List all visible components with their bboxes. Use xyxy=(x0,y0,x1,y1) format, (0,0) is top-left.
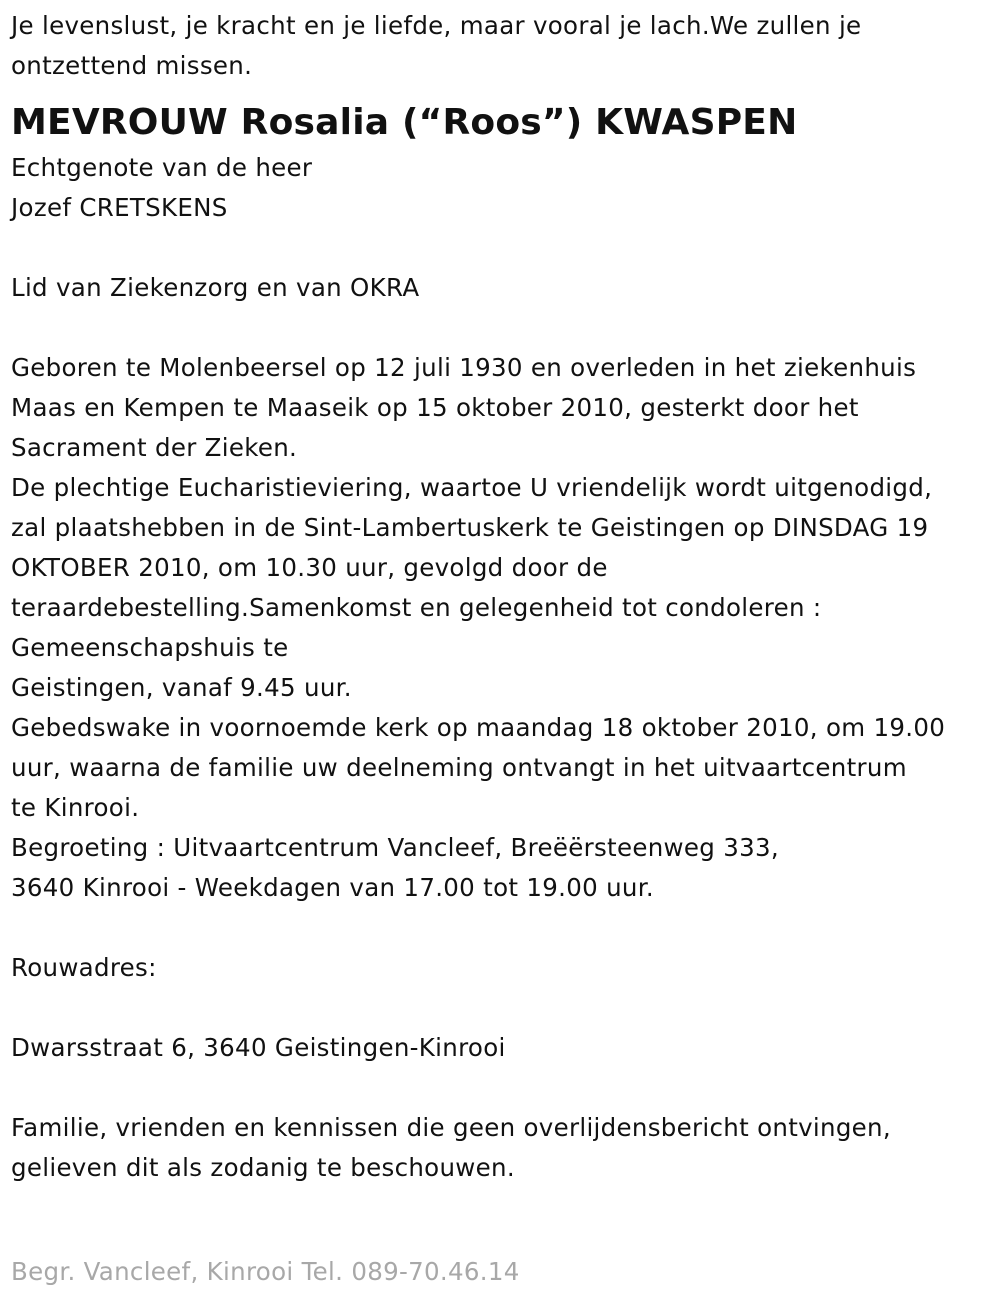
details-line: teraardebestelling.Samenkomst en gelegenheid tot condoleren : xyxy=(11,593,822,622)
details-line: Begroeting : Uitvaartcentrum Vancleef, Breëërsteenweg 333, xyxy=(11,833,779,862)
details-line: Sacrament der Zieken. xyxy=(11,433,298,462)
spacer xyxy=(11,908,1000,948)
closing-line-2: gelieven dit als zodanig te beschouwen. xyxy=(11,1153,515,1182)
spacer xyxy=(11,308,1000,348)
details-line: Gemeenschapshuis te xyxy=(11,633,289,662)
address-label: Rouwadres: xyxy=(11,953,157,982)
details-line: OKTOBER 2010, om 10.30 uur, gevolgd door de xyxy=(11,553,608,582)
details-line: Gebedswake in voornoemde kerk op maandag 18 oktober 2010, om 19.00 xyxy=(11,713,946,742)
intro-line-1: Je levenslust, je kracht en je liefde, maar vooral je lach.We zullen je xyxy=(11,11,862,40)
details-line: De plechtige Eucharistieviering, waartoe U vriendelijk wordt uitgenodigd, xyxy=(11,473,933,502)
details-line: Geistingen, vanaf 9.45 uur. xyxy=(11,673,352,702)
closing-line-1: Familie, vrienden en kennissen die geen overlijdensbericht ontvingen, xyxy=(11,1113,891,1142)
spacer xyxy=(11,988,1000,1028)
address-line: Dwarsstraat 6, 3640 Geistingen-Kinrooi xyxy=(11,1033,506,1062)
funeral-home-footer: Begr. Vancleef, Kinrooi Tel. 089-70.46.14 xyxy=(11,1257,520,1286)
spacer xyxy=(11,1068,1000,1108)
details-line: uur, waarna de familie uw deelneming ontvangt in het uitvaartcentrum xyxy=(11,753,907,782)
deceased-name-title: MEVROUW Rosalia (“Roos”) KWASPEN xyxy=(11,102,798,143)
intro-line-2: ontzettend missen. xyxy=(11,51,253,80)
spacer xyxy=(11,228,1000,268)
details-line: zal plaatshebben in de Sint-Lambertuskerk te Geistingen op DINSDAG 19 xyxy=(11,513,929,542)
details-line: 3640 Kinrooi - Weekdagen van 17.00 tot 19.00 uur. xyxy=(11,873,654,902)
membership-line: Lid van Ziekenzorg en van OKRA xyxy=(11,273,420,302)
spouse-line-2: Jozef CRETSKENS xyxy=(11,193,228,222)
details-line: te Kinrooi. xyxy=(11,793,140,822)
details-line: Maas en Kempen te Maaseik op 15 oktober 2010, gesterkt door het xyxy=(11,393,859,422)
details-line: Geboren te Molenbeersel op 12 juli 1930 en overleden in het ziekenhuis xyxy=(11,353,917,382)
spouse-line-1: Echtgenote van de heer xyxy=(11,153,313,182)
